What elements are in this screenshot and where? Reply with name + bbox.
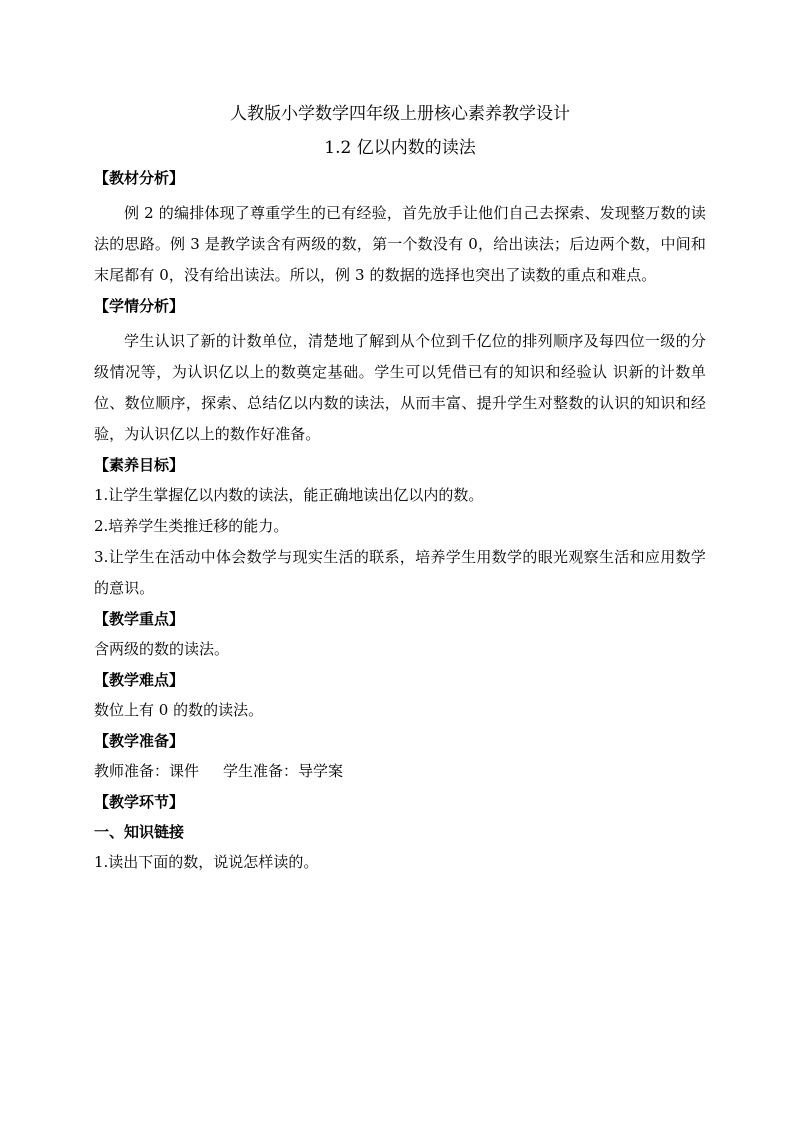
section-body: 数位上有 0 的数的读法。 xyxy=(94,701,264,719)
student-preparation: 学生准备：导学案 xyxy=(223,762,344,780)
section-heading: 【学情分析】 xyxy=(94,297,185,315)
section-heading: 【教学重点】 xyxy=(94,610,185,628)
section-key-points xyxy=(94,609,706,660)
section-heading: 【素养目标】 xyxy=(94,456,185,474)
section-learner-analysis xyxy=(94,296,706,450)
goal-item: 2.培养学生类推迁移的能力。 xyxy=(94,517,289,535)
part-heading: 一、知识链接 xyxy=(94,823,185,841)
goal-item: 3.让学生在活动中体会数学与现实生活的联系，培养学生用数学的眼光观察生活和应用数学的意识。 xyxy=(94,548,706,597)
section-body: 例 2 的编排体现了尊重学生的已有经验，首先放手让他们自己去探索、发现整万数的读法的思路。例 3 是教学读含有两级的数，第一个数没有 0，给出读法；后边两个数，中间和末尾都有 0，没有给出读法。所以，例 3 的数据的选择也突出了读数的重点和难点。 xyxy=(94,204,706,284)
section-body: 学生认识了新的计数单位，清楚地了解到从个位到千亿位的排列顺序及每四位一级的分级情况等，为认识亿以上的数奠定基础。学生可以凭借已有的知识和经验认 识新的计数单位、数位顺序，探索、总结亿以内数的读法，从而丰富、提升学生对整数的认识的知识和经验，为认识亿以上的数作好准备。 xyxy=(94,332,706,443)
section-teaching-steps xyxy=(94,792,706,873)
section-literacy-goals xyxy=(94,455,706,604)
section-heading: 【教学准备】 xyxy=(94,732,185,750)
teacher-preparation: 教师准备：课件 xyxy=(94,762,200,780)
section-heading: 【教学环节】 xyxy=(94,793,185,811)
document-title: 人教版小学数学四年级上册核心素养教学设计 xyxy=(230,104,570,124)
section-heading: 【教学难点】 xyxy=(94,671,185,689)
section-preparation xyxy=(94,731,706,782)
lesson-title: 1.2 亿以内数的读法 xyxy=(324,138,476,158)
exercise-item: 1.读出下面的数，说说怎样读的。 xyxy=(94,853,319,871)
section-heading: 【教材分析】 xyxy=(94,169,185,187)
goal-item: 1.让学生掌握亿以内数的读法，能正确地读出亿以内的数。 xyxy=(94,486,484,504)
section-textbook-analysis xyxy=(94,168,706,291)
preparation-line xyxy=(94,761,706,782)
section-difficulties xyxy=(94,670,706,721)
document-content xyxy=(94,103,706,883)
section-body: 含两级的数的读法。 xyxy=(94,640,230,658)
